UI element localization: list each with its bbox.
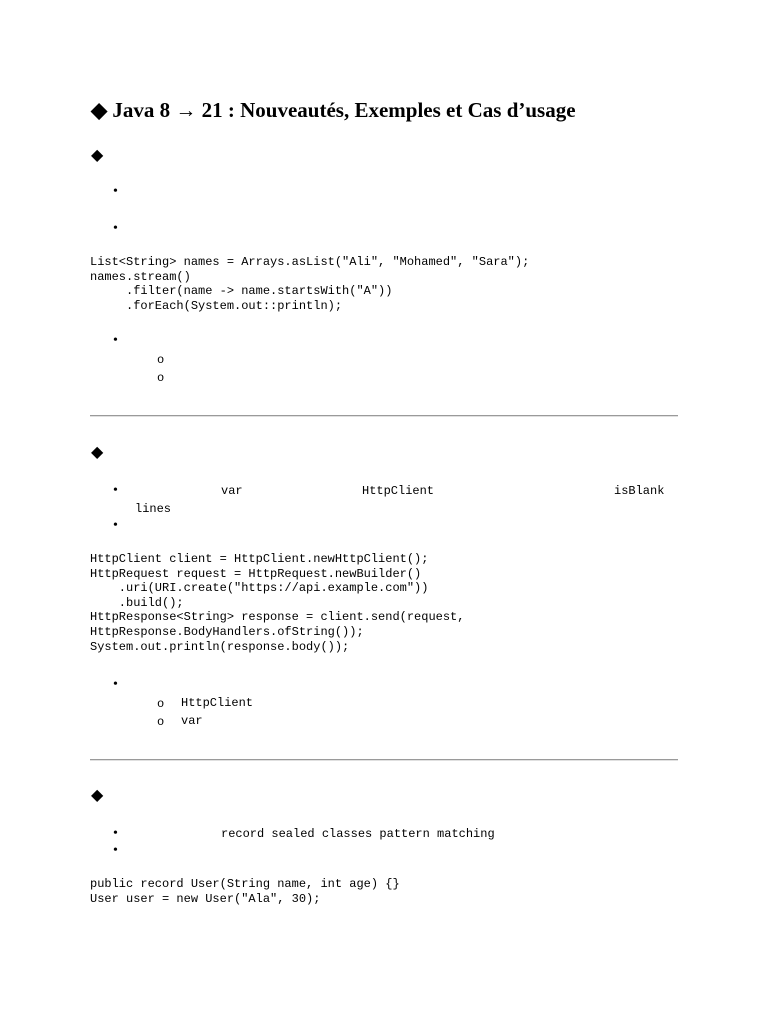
section-2-bullet-2: • [113, 518, 118, 533]
section-1-diamond-icon: ◆ [91, 147, 104, 164]
section-divider-2 [90, 759, 678, 761]
section-2-bullet-1: • [113, 483, 118, 498]
keyword-var: var [221, 484, 243, 498]
section-2-subbullet-1: o [157, 697, 165, 711]
section-divider-1 [90, 415, 678, 417]
section-1-subbullet-2: o [157, 371, 165, 385]
section-2-code-block: HttpClient client = HttpClient.newHttpClient(); HttpRequest request = HttpRequest.newBuilder() .uri(URI.create("https://api.example.com")) .build(); HttpResponse<String> response = client.send(request, HttpResponse.BodyHandlers.ofString()); System.out.println(response.body()); [90, 552, 465, 654]
section-3-diamond-icon: ◆ [91, 787, 104, 804]
section-3-bullet-1: • [113, 826, 118, 841]
keyword-httpclient: HttpClient [362, 484, 435, 498]
keyword-isblank: isBlank [614, 484, 665, 498]
section-3-keywords: record sealed classes pattern matching [221, 827, 495, 841]
keyword-lines: lines [135, 502, 172, 516]
section-2-bullet-3: • [113, 677, 118, 692]
document-title: ◆ Java 8 → 21 : Nouveautés, Exemples et Cas d’usage [91, 98, 576, 122]
section-2-subitem-httpclient: HttpClient [181, 696, 254, 710]
section-2-subitem-var: var [181, 714, 203, 728]
section-3-bullet-2: • [113, 843, 118, 858]
section-1-code-block: List<String> names = Arrays.asList("Ali", "Mohamed", "Sara"); names.stream() .filter(name -> name.startsWith("A")) .forEach(System.out::println); [90, 255, 530, 313]
section-2-diamond-icon: ◆ [91, 444, 104, 461]
section-1-subbullet-1: o [157, 353, 165, 367]
section-3-code-block: public record User(String name, int age) {} User user = new User("Ala", 30); [90, 877, 400, 906]
section-2-subbullet-2: o [157, 715, 165, 729]
section-1-bullet-2: • [113, 221, 118, 236]
section-1-bullet-3: • [113, 333, 118, 348]
section-1-bullet-1: • [113, 184, 118, 199]
